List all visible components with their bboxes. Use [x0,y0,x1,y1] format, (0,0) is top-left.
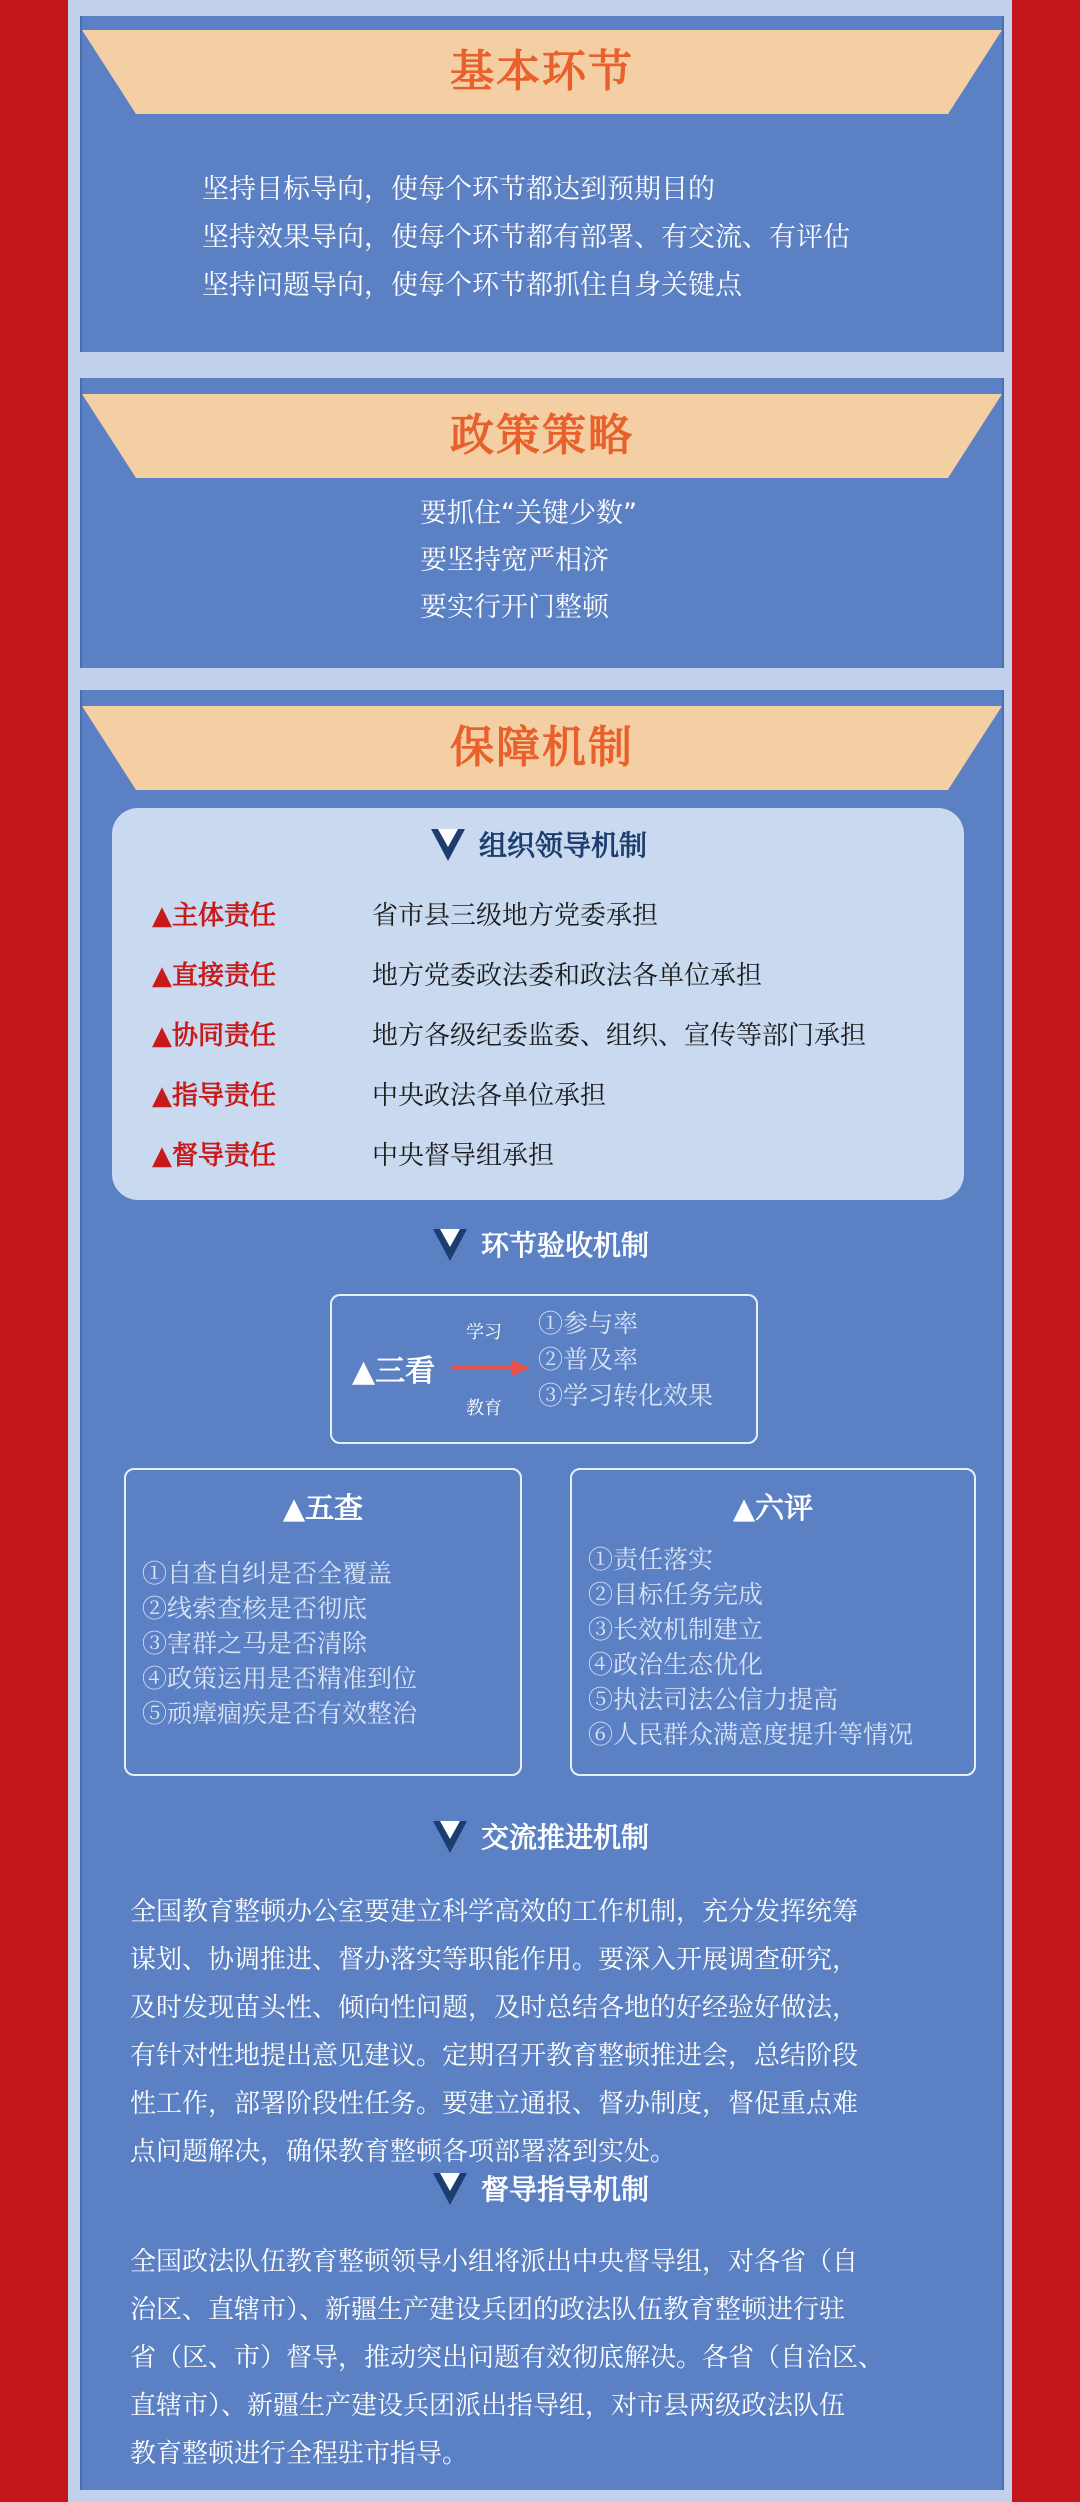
resp-label: ▲协同责任 [152,1021,276,1051]
six-review-label: ▲六评 [732,1491,814,1525]
six-review-box [570,1468,976,1776]
exchange-title: 交流推进机制 [480,1821,649,1854]
exchange-paragraph [130,1888,990,2176]
three-look-item: ③学习转化效果 [538,1381,714,1410]
resp-desc: 中央政法各单位承担 [372,1081,607,1111]
resp-label: ▲直接责任 [152,961,276,991]
supervision-heading [80,2168,1000,2208]
three-look-label: ▲三看 [352,1354,436,1389]
five-check-item: ③害群之马是否清除 [142,1629,368,1658]
section-basic [80,16,1004,352]
resp-row [152,1016,866,1056]
resp-label: ▲主体责任 [152,901,276,931]
chevron-icon [431,2169,469,2207]
chevron-icon [431,1817,469,1855]
para-line: 治区、直辖市）、新疆生产建设兵团的政法队伍教育整顿进行驻 [130,2295,846,2325]
para-line: 全国政法队伍教育整顿领导小组将派出中央督导组，对各省（自 [130,2247,859,2277]
six-review-item: ②目标任务完成 [588,1580,764,1609]
five-check-items [142,1556,417,1731]
resp-label: ▲督导责任 [152,1141,276,1171]
five-check-item: ①自查自纠是否全覆盖 [142,1559,393,1588]
five-check-item: ④政策运用是否精准到位 [142,1664,418,1693]
arrow-top-label: 学习 [466,1322,502,1343]
resp-desc: 地方党委政法委和政法各单位承担 [372,961,763,991]
section-banner [82,706,1002,790]
five-check-box [124,1468,522,1776]
six-review-item: ①责任落实 [588,1545,714,1574]
basic-line: 坚持效果导向，使每个环节都有部署、有交流、有评估 [202,222,850,253]
arrow-bottom-label: 教育 [466,1398,502,1419]
three-look-item: ②普及率 [538,1345,639,1374]
resp-row [152,1136,554,1176]
resp-row [152,1076,606,1116]
policy-line: 要实行开门整顿 [420,592,609,623]
three-look-items [538,1306,713,1414]
para-line: 省（区、市）督导，推动突出问题有效彻底解决。各省（自治区、 [130,2343,885,2373]
six-review-item: ⑤执法司法公信力提高 [588,1685,839,1714]
policy-lines [82,490,1002,631]
section-title: 政策策略 [450,410,634,461]
para-line: 及时发现苗头性、倾向性问题，及时总结各地的好经验好做法， [130,1993,859,2023]
para-line: 谋划、协调推进、督办落实等职能作用。要深入开展调查研究， [130,1945,859,1975]
section-banner [82,394,1002,478]
para-line: 性工作，部署阶段性任务。要建立通报、督办制度，督促重点难 [130,2089,859,2119]
section-banner [82,30,1002,114]
section-title: 保障机制 [450,722,634,773]
three-look-box [330,1294,758,1444]
three-look-item: ①参与率 [538,1309,639,1338]
para-line: 有针对性地提出意见建议。定期召开教育整顿推进会，总结阶段 [130,2041,859,2071]
resp-label: ▲指导责任 [152,1081,276,1111]
basic-line: 坚持问题导向，使每个环节都抓住自身关键点 [202,270,742,301]
six-review-item: ③长效机制建立 [588,1615,764,1644]
resp-desc: 省市县三级地方党委承担 [372,901,659,931]
five-check-item: ⑤顽瘴痼疾是否有效整治 [142,1699,418,1728]
six-review-item: ④政治生态优化 [588,1650,764,1679]
resp-desc: 地方各级纪委监委、组织、宣传等部门承担 [372,1021,867,1051]
para-line: 直辖市）、新疆生产建设兵团派出指导组，对市县两级政法队伍 [130,2391,846,2421]
para-line: 教育整顿进行全程驻市指导。 [130,2439,469,2469]
supervision-title: 督导指导机制 [480,2173,649,2206]
exchange-heading [80,1816,1000,1856]
section-policy [80,378,1004,668]
five-check-label: ▲五查 [282,1491,364,1525]
para-line: 全国教育整顿办公室要建立科学高效的工作机制，充分发挥统筹 [130,1897,859,1927]
resp-row [152,956,762,996]
section-title: 基本环节 [450,46,634,97]
policy-line: 要抓住“关键少数” [420,498,637,529]
chevron-icon [431,1225,469,1263]
resp-desc: 中央督导组承担 [372,1141,555,1171]
red-arrow-icon [452,1358,532,1378]
acceptance-heading [80,1224,1000,1264]
org-title: 组织领导机制 [478,829,647,862]
six-review-items [588,1542,913,1752]
six-review-item: ⑥人民群众满意度提升等情况 [588,1720,914,1749]
chevron-icon [429,825,467,863]
supervision-paragraph [130,2238,990,2478]
policy-line: 要坚持宽严相济 [420,545,609,576]
org-leadership-box [112,808,964,1200]
five-check-item: ②线索查核是否彻底 [142,1594,368,1623]
para-line: 点问题解决，确保教育整顿各项部署落到实处。 [130,2137,677,2167]
basic-line: 坚持目标导向，使每个环节都达到预期目的 [202,174,715,205]
basic-lines [202,166,850,310]
org-heading [112,824,964,864]
resp-row [152,896,658,936]
acceptance-title: 环节验收机制 [480,1229,649,1262]
